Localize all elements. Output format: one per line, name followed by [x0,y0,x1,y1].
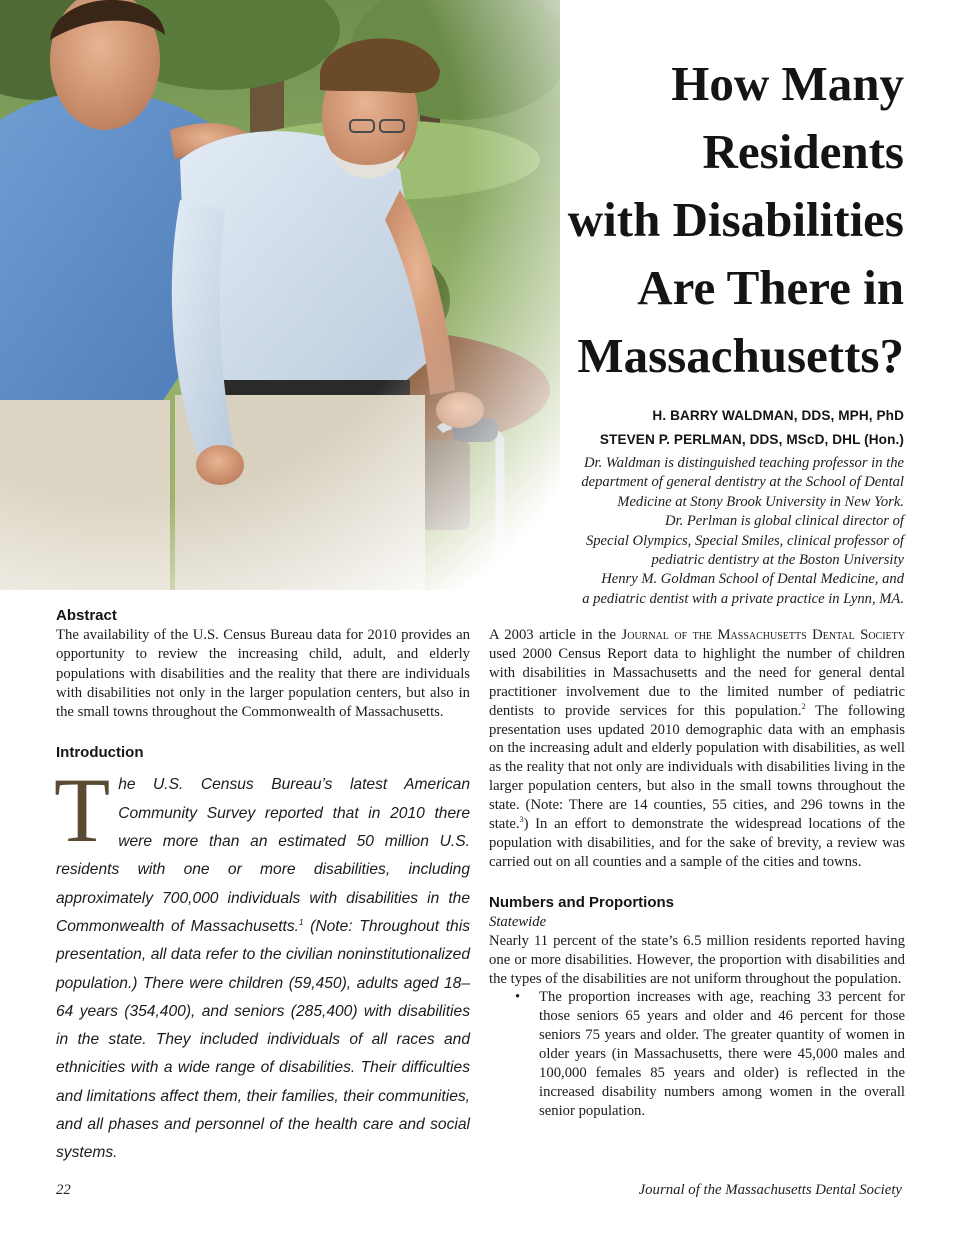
journal-footer: Journal of the Massachusetts Dental Society [638,1182,902,1198]
bio-line: a pediatric dentist with a private practice in Lynn, MA. [582,590,904,607]
title-line: Are There in [637,260,904,315]
bullet-text: The proportion increases with age, reaching 33 percent for those seniors 65 years and older and 46 percent for those seniors 75 years and older. The greater quantity of women in older years (in Massachusetts, there were 45,000 males and 100,000 females 85 years and older) is reflected in the increased disability numbers among women in the overall senior population. [539,989,905,1119]
abstract-heading: Abstract [56,607,117,624]
right-column [489,626,905,1121]
statewide-subheading: Statewide [489,913,547,930]
bio-line: Dr. Perlman is global clinical director of [664,513,904,530]
bio-line: Henry M. Goldman School of Dental Medicine, and [601,571,904,588]
title-line: Residents [702,124,904,179]
introduction-text [54,759,470,1167]
numbers-heading: Numbers and Proportions [489,893,675,911]
drop-cap: T [54,759,111,862]
page-number: 22 [56,1182,71,1198]
left-column [56,606,470,1168]
body-text: The following presentation uses updated 2010 demographic data with an emphasis on the increasing adult and elderly population with disabilities, as well as the reality that not only are individuals with disabilities living in the larger population centers, but also in the small towns throughout the state. (Note: There are 14 counties, 55 cities, and 296 towns in the state. [489,702,905,833]
body-paragraph [489,626,905,872]
author-list [600,404,904,452]
introduction-heading: Introduction [56,744,144,762]
footnote-ref: 3 [519,815,524,825]
author-bios [524,454,904,609]
introduction-text-part: he U.S. Census Bureau’s latest American Community Survey reported that in 2010 there were more than an estimated 50 million U.S. residents with one or more disabilities, including approximately 700,000 individuals with disabilities in the Commonwealth of Massachusetts. [56,776,470,935]
journal-name: Journal of the Massachusetts Dental Society [621,627,905,643]
author-name: H. BARRY WALDMAN, DDS, MPH, PhD [652,408,904,423]
body-text: ) In an effort to demonstrate the widespread locations of the population with disabilities, and for the sake of brevity, a review was carried out on all counties and a sample of the cities and towns. [489,816,905,870]
title-line: with Disabilities [567,192,904,247]
bio-line: Special Olympics, Special Smiles, clinical professor of [585,532,904,549]
article-title [484,50,904,390]
footnote-ref: 1 [299,917,304,927]
title-line: How Many [671,56,904,111]
bio-line: Medicine at Stony Brook University in New York. [617,493,904,510]
footnote-ref: 2 [801,701,806,711]
title-line: Massachusetts? [577,328,904,383]
photo-illustration [0,0,560,590]
body-text: A 2003 article in the [489,627,622,643]
body-text: used 2000 Census Report data to highlight the number of children with disabilities in Massachusetts and the need for general dental practitioner involvement due to the limited number of pediatric dentists to provide services for this population. [489,645,905,719]
introduction-text-part: (Note: Throughout this presentation, all data refer to the civilian noninstitutionalized population.) There were children (59,450), adults aged 18–64 years (354,400), and seniors (285,400) with disabilities in the state. They included individuals of all races and ethnicities with a wide range of disabilities. Their difficulties and limitations affect them, their families, their communities, and all phases and personnel of the health care and social systems. [56,917,470,1162]
cover-photo [0,0,560,590]
bio-line: Dr. Waldman is distinguished teaching professor in the [584,455,904,471]
body-paragraph: Nearly 11 percent of the state’s 6.5 million residents reported having one or more disabilities. However, the proportion with disabilities and the types of the disabilities are not uniform throughout the population. [489,932,905,987]
bullet-icon: • [515,989,521,1006]
bullet-item [489,988,905,1120]
abstract-text: The availability of the U.S. Census Bureau data for 2010 provides an opportunity to review the increasing child, adult, and elderly populations with disabilities and the reality that there are individuals with disabilities not only in the larger population centers, but also in the small towns throughout the Commonwealth of Massachusetts. [56,627,470,721]
bio-line: department of general dentistry at the School of Dental [581,474,904,491]
author-name: STEVEN P. PERLMAN, DDS, MScD, DHL (Hon.) [599,432,904,447]
bio-line: pediatric dentistry at the Boston University [651,552,904,569]
